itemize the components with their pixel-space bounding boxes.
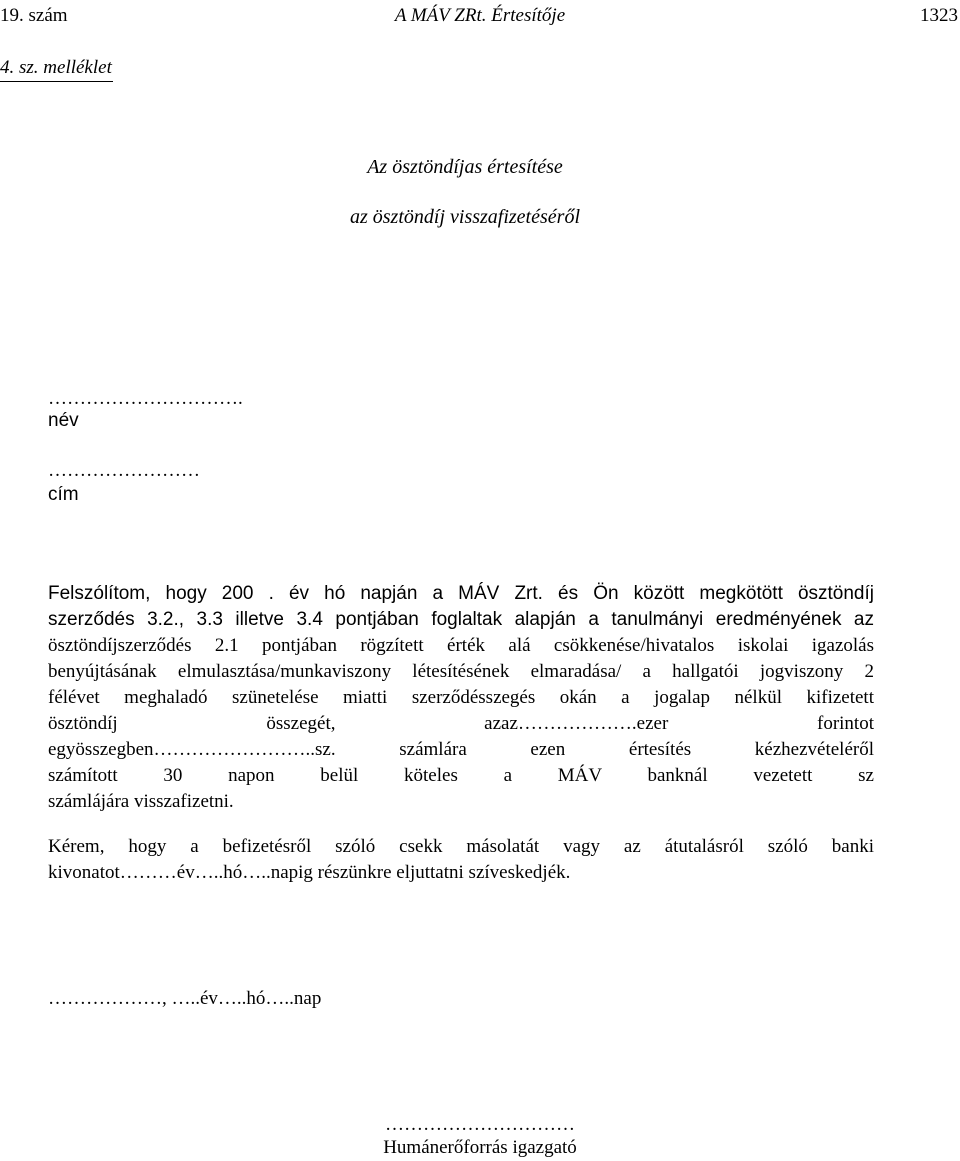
issue-number: 19. szám	[0, 5, 68, 26]
signature-placeholder: …………………………	[385, 1114, 575, 1135]
name-placeholder: ………………………….	[48, 388, 243, 409]
name-label: név	[48, 410, 79, 431]
paragraph-line: szerződés 3.2., 3.3 illetve 3.4 pontjában foglaltak alapján a tanulmányi eredményének az	[48, 609, 874, 630]
paragraph-line: Kérem, hogy a befizetésről szóló csekk másolatát vagy az átutalásról szóló banki	[48, 836, 874, 857]
paragraph-line: számlájára visszafizetni.	[48, 791, 234, 812]
page-number: 1323	[920, 5, 958, 26]
paragraph-line: kivonatot………év…..hó…..napig részünkre eljuttatni szíveskedjék.	[48, 862, 571, 883]
document-title: Az ösztöndíjas értesítése	[367, 156, 563, 178]
paragraph-line: ösztöndíjszerződés 2.1 pontjában rögzített érték alá csökkenése/hivatalos iskolai igazolás	[48, 635, 874, 656]
main-paragraph	[48, 581, 874, 815]
signatory-title: Humánerőforrás igazgató	[383, 1137, 577, 1158]
publication-title: A MÁV ZRt. Értesítője	[394, 5, 566, 26]
address-label: cím	[48, 484, 79, 505]
paragraph-line: Felszólítom, hogy 200 . év hó napján a MÁV Zrt. és Ön között megkötött ösztöndíj	[48, 583, 874, 604]
paragraph-line: számított 30 napon belül köteles a MÁV banknál vezetett sz	[48, 765, 874, 786]
paragraph-line: félévet meghaladó szünetelése miatti szerződésszegés okán a jogalap nélkül kifizetett	[48, 687, 874, 708]
paragraph-line: egyösszegben……………………..sz. számlára ezen értesítés kézhezvételéről	[48, 739, 874, 760]
document-subtitle: az ösztöndíj visszafizetéséről	[349, 206, 580, 228]
paragraph-line: benyújtásának elmulasztása/munkaviszony létesítésének elmaradása/ a hallgatói jogviszony 2	[48, 661, 874, 682]
address-placeholder: ……………………	[48, 460, 200, 481]
request-paragraph	[48, 834, 874, 886]
annex-label: 4. sz. melléklet	[0, 55, 113, 82]
paragraph-line: ösztöndíj összegét, azaz……………….ezer forintot	[48, 713, 874, 734]
date-line: ………………, …..év…..hó…..nap	[48, 988, 322, 1009]
